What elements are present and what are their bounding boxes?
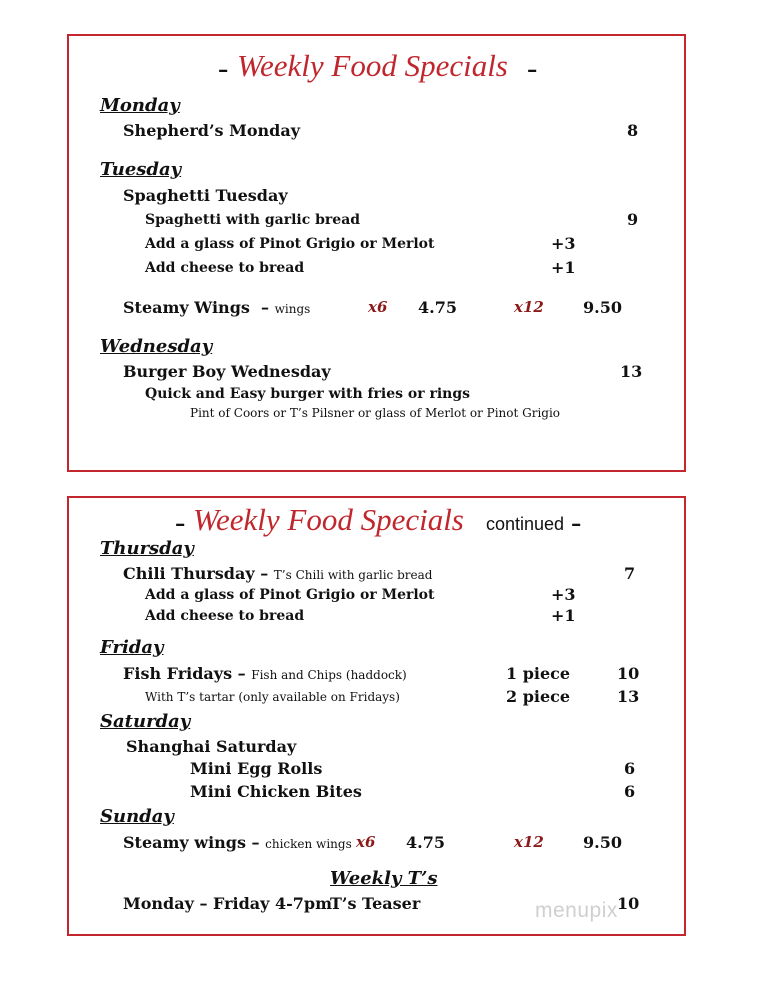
price: 9 [627, 210, 639, 229]
item-dash: – [260, 564, 269, 583]
day-heading-saturday: Saturday [100, 711, 191, 732]
watermark-logo: menupix [535, 899, 618, 922]
item-name: Steamy wings [123, 833, 246, 852]
quantity: x6 [368, 298, 388, 316]
quantity: x12 [514, 833, 544, 851]
page-title-continued: Weekly Food Specials [193, 502, 464, 537]
title-dash-right: - [571, 504, 582, 539]
day-heading-monday: Monday [100, 95, 180, 116]
price: 6 [624, 782, 636, 801]
quantity: 2 piece [506, 687, 571, 706]
price: 9.50 [583, 298, 622, 317]
menu-subitem: Add a glass of Pinot Grigio or Merlot [145, 587, 435, 603]
weekly-ts-heading: Weekly T’s [330, 868, 438, 889]
title-dash-left: - [218, 50, 229, 85]
item-dash: – [261, 298, 270, 317]
item-description: Fish and Chips (haddock) [251, 668, 407, 682]
day-heading-sunday: Sunday [100, 806, 174, 827]
item-name: Chili Thursday [123, 564, 255, 583]
page-title: Weekly Food Specials [237, 48, 508, 83]
price: 10 [617, 894, 640, 913]
price: +3 [551, 585, 576, 604]
title-dash-right: - [527, 50, 538, 85]
quantity: x6 [356, 833, 376, 851]
menu-subitem: Spaghetti with garlic bread [145, 212, 361, 228]
menu-subitem: Add cheese to bread [145, 608, 305, 624]
price: +1 [551, 258, 576, 277]
price: 10 [617, 664, 640, 683]
item-name: Fish Fridays [123, 664, 233, 683]
price: 8 [627, 121, 639, 140]
menu-item-spaghetti-tuesday: Spaghetti Tuesday [123, 186, 288, 205]
menu-subitem: Quick and Easy burger with fries or rings [145, 386, 471, 402]
price: +3 [551, 234, 576, 253]
quantity: 1 piece [506, 664, 571, 683]
menu-subitem: Add a glass of Pinot Grigio or Merlot [145, 236, 435, 252]
menu-item-chili-thursday [123, 566, 432, 582]
menu-note: With T’s tartar (only available on Fridays) [145, 690, 400, 704]
menu-item-shepherds-monday: Shepherd’s Monday [123, 121, 300, 140]
menu-note: Pint of Coors or T’s Pilsner or glass of Merlot or Pinot Grigio [190, 406, 561, 420]
item-dash: – [237, 664, 246, 683]
day-heading-tuesday: Tuesday [100, 159, 182, 180]
menu-item-ts-teaser: T’s Teaser [330, 894, 421, 913]
price: 9.50 [583, 833, 622, 852]
menu-subitem: Mini Egg Rolls [190, 759, 323, 778]
day-heading-wednesday: Wednesday [100, 336, 213, 357]
day-heading-friday: Friday [100, 637, 164, 658]
menu-subitem: Mini Chicken Bites [190, 782, 362, 801]
menu-item-burger-boy: Burger Boy Wednesday [123, 362, 331, 381]
price: 13 [617, 687, 640, 706]
item-description: chicken wings [265, 837, 352, 851]
price: 13 [620, 362, 643, 381]
menu-item-shanghai-saturday: Shanghai Saturday [126, 737, 297, 756]
item-description: T’s Chili with garlic bread [273, 568, 433, 582]
item-name: Steamy Wings [123, 298, 250, 317]
price: 4.75 [406, 833, 445, 852]
price: +1 [551, 606, 576, 625]
continued-label: continued [486, 514, 565, 534]
price: 4.75 [418, 298, 457, 317]
menu-item-steamy-wings [123, 300, 310, 316]
price: 6 [624, 759, 636, 778]
menu-item-fish-fridays [123, 666, 407, 682]
item-description: wings [274, 302, 311, 316]
price: 7 [624, 564, 636, 583]
title-dash-left: - [175, 504, 186, 539]
menu-subitem: Add cheese to bread [145, 260, 305, 276]
day-heading-thursday: Thursday [100, 538, 194, 559]
menu-item-steamy-wings-sunday [123, 835, 352, 851]
menu-item-weekly-ts: Monday – Friday 4-7pm [123, 894, 333, 913]
quantity: x12 [514, 298, 544, 316]
item-dash: – [251, 833, 260, 852]
